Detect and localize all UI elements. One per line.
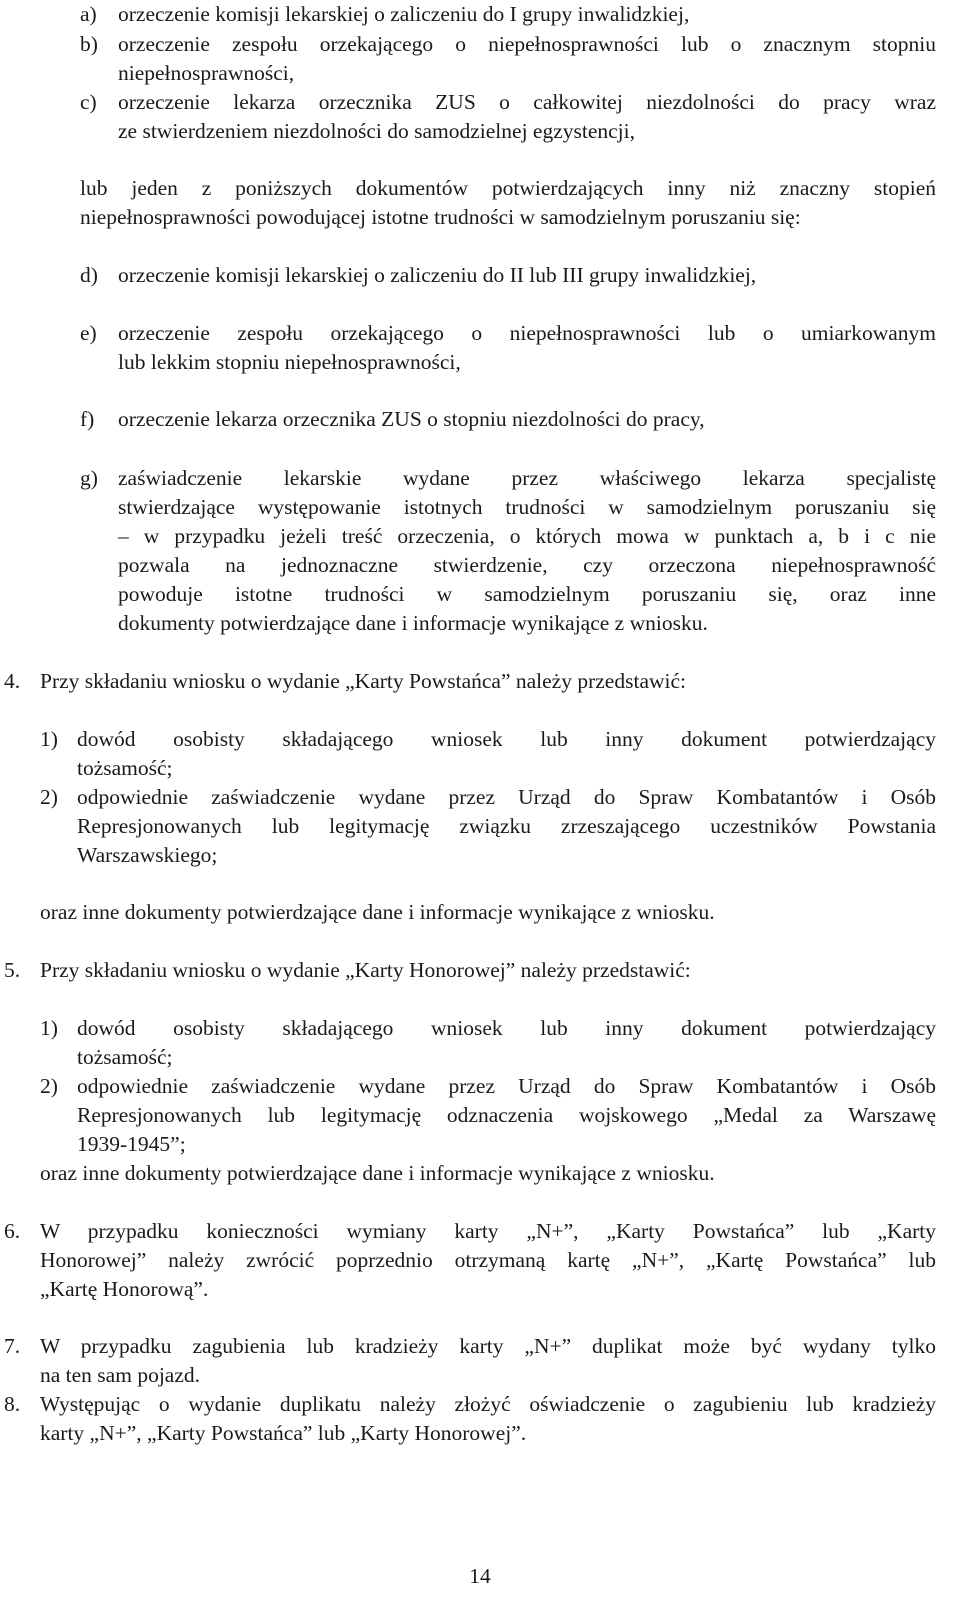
section-5-item-1-marker: 1) <box>40 1016 58 1040</box>
section-8-marker: 8. <box>4 1392 21 1416</box>
section-4-item-1-line-1: dowód osobisty składającego wniosek lub inny dokument potwierdzający <box>77 727 936 751</box>
page-number: 14 <box>469 1564 491 1588</box>
section-5-item-1-line-2: tożsamość; <box>77 1045 173 1069</box>
section-5-heading: Przy składaniu wniosku o wydanie „Karty Honorowej” należy przedstawić: <box>40 958 691 982</box>
list-item-g-line-1: zaświadczenie lekarskie wydane przez właściwego lekarza specjalistę <box>118 466 936 490</box>
section-8-line-1: Występując o wydanie duplikatu należy złożyć oświadczenie o zagubieniu lub kradzieży <box>40 1392 936 1416</box>
section-7-marker: 7. <box>4 1334 21 1358</box>
section-8-line-2: karty „N+”, „Karty Powstańca” lub „Karty Honorowej”. <box>40 1421 527 1445</box>
section-4-item-1-marker: 1) <box>40 727 58 751</box>
list-item-b-line-1: orzeczenie zespołu orzekającego o niepełnosprawności lub o znacznym stopniu <box>118 32 936 56</box>
list-marker-f: f) <box>80 407 95 431</box>
section-4-item-2-line-2: Represjonowanych lub legitymację związku zrzeszającego uczestników Powstania <box>77 814 936 838</box>
intro-line-1: lub jeden z poniższych dokumentów potwierdzających inny niż znaczny stopień <box>80 176 936 200</box>
list-item-d-line-1: orzeczenie komisji lekarskiej o zaliczeniu do II lub III grupy inwalidzkiej, <box>118 263 757 287</box>
section-4-closing: oraz inne dokumenty potwierdzające dane i informacje wynikające z wniosku. <box>40 900 715 924</box>
section-5-marker: 5. <box>4 958 21 982</box>
list-item-g-line-5: powoduje istotne trudności w samodzielnym poruszaniu się, oraz inne <box>118 582 936 606</box>
section-5-item-1-line-1: dowód osobisty składającego wniosek lub inny dokument potwierdzający <box>77 1016 936 1040</box>
section-6-marker: 6. <box>4 1219 21 1243</box>
list-marker-a: a) <box>80 2 97 26</box>
section-4-item-2-line-1: odpowiednie zaświadczenie wydane przez Urząd do Spraw Kombatantów i Osób <box>77 785 936 809</box>
list-item-g-line-6: dokumenty potwierdzające dane i informacje wynikające z wniosku. <box>118 611 708 635</box>
section-4-item-2-line-3: Warszawskiego; <box>77 843 218 867</box>
section-5-item-2-line-1: odpowiednie zaświadczenie wydane przez Urząd do Spraw Kombatantów i Osób <box>77 1074 936 1098</box>
list-item-a-line-1: orzeczenie komisji lekarskiej o zaliczeniu do I grupy inwalidzkiej, <box>118 2 690 26</box>
section-7-line-1: W przypadku zagubienia lub kradzieży karty „N+” duplikat może być wydany tylko <box>40 1334 936 1358</box>
list-item-e-line-2: lub lekkim stopniu niepełnosprawności, <box>118 350 461 374</box>
list-marker-b: b) <box>80 32 98 56</box>
list-item-g-line-4: pozwala na jednoznaczne stwierdzenie, czy orzeczona niepełnosprawność <box>118 553 936 577</box>
list-marker-d: d) <box>80 263 98 287</box>
list-marker-c: c) <box>80 90 97 114</box>
list-item-g-line-2: stwierdzające występowanie istotnych trudności w samodzielnym poruszaniu się <box>118 495 936 519</box>
section-6-line-3: „Kartę Honorową”. <box>40 1277 209 1301</box>
list-marker-g: g) <box>80 466 98 490</box>
section-7-line-2: na ten sam pojazd. <box>40 1363 201 1387</box>
intro-line-2: niepełnosprawności powodującej istotne trudności w samodzielnym poruszaniu się: <box>80 205 801 229</box>
list-marker-e: e) <box>80 321 97 345</box>
section-5-item-2-line-3: 1939-1945”; <box>77 1132 186 1156</box>
section-4-marker: 4. <box>4 669 21 693</box>
section-4-item-1-line-2: tożsamość; <box>77 756 173 780</box>
section-4-heading: Przy składaniu wniosku o wydanie „Karty Powstańca” należy przedstawić: <box>40 669 686 693</box>
section-5-item-2-marker: 2) <box>40 1074 58 1098</box>
list-item-c-line-1: orzeczenie lekarza orzecznika ZUS o całkowitej niezdolności do pracy wraz <box>118 90 936 114</box>
list-item-e-line-1: orzeczenie zespołu orzekającego o niepełnosprawności lub o umiarkowanym <box>118 321 936 345</box>
list-item-g-line-3: – w przypadku jeżeli treść orzeczenia, o których mowa w punktach a, b i c nie <box>118 524 936 548</box>
section-5-closing: oraz inne dokumenty potwierdzające dane i informacje wynikające z wniosku. <box>40 1161 715 1185</box>
section-4-item-2-marker: 2) <box>40 785 58 809</box>
list-item-f-line-1: orzeczenie lekarza orzecznika ZUS o stopniu niezdolności do pracy, <box>118 407 705 431</box>
section-6-line-2: Honorowej” należy zwrócić poprzednio otrzymaną kartę „N+”, „Kartę Powstańca” lub <box>40 1248 936 1272</box>
section-5-item-2-line-2: Represjonowanych lub legitymację odznaczenia wojskowego „Medal za Warszawę <box>77 1103 936 1127</box>
list-item-c-line-2: ze stwierdzeniem niezdolności do samodzielnej egzystencji, <box>118 119 636 143</box>
section-6-line-1: W przypadku konieczności wymiany karty „N+”, „Karty Powstańca” lub „Karty <box>40 1219 936 1243</box>
list-item-b-line-2: niepełnosprawności, <box>118 61 295 85</box>
